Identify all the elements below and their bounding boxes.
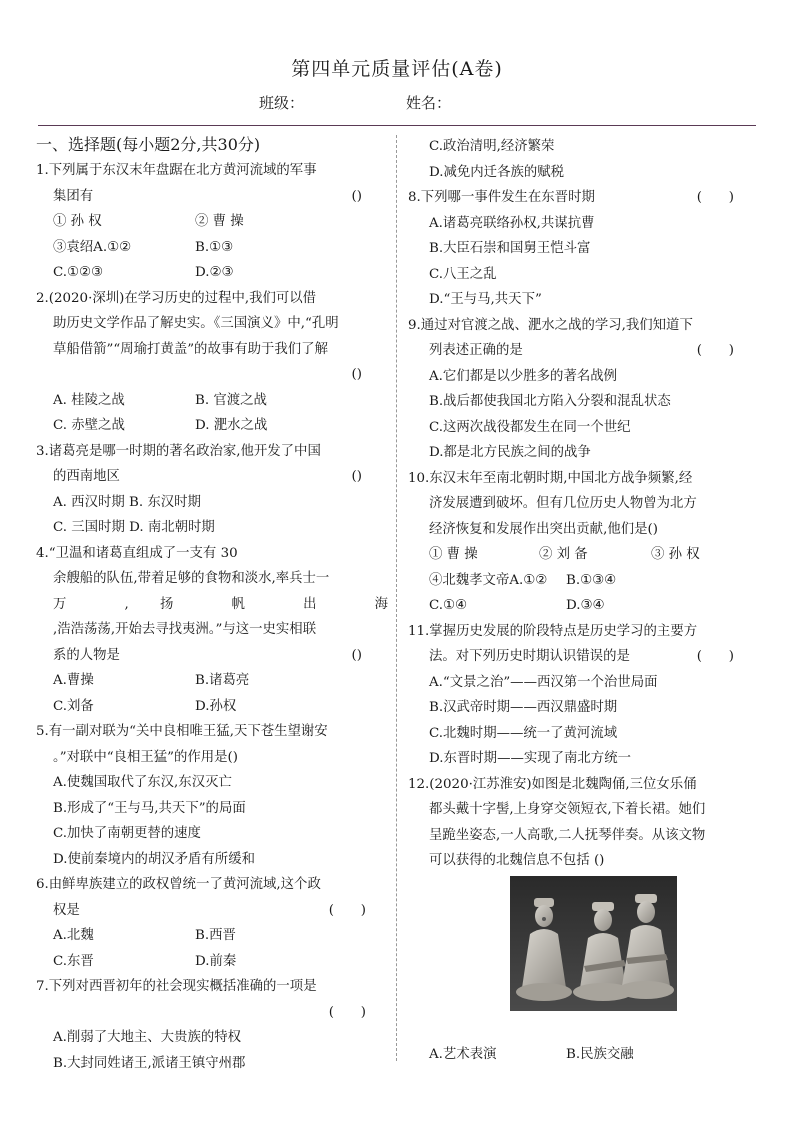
option: D.③④ <box>566 598 605 613</box>
option: C.刘备 <box>53 698 94 714</box>
question-1-items <box>36 209 388 235</box>
item: ② 曹 操 <box>195 214 244 229</box>
question-8-option: C.八王之乱 <box>429 266 497 282</box>
question-7-option: D.减免内迁各族的赋税 <box>429 164 565 180</box>
question-11-option: D.东晋时期——实现了南北方统一 <box>429 751 631 766</box>
question-3-stem: 3.诸葛亮是哪一时期的著名政治家,他开发了中国 <box>36 443 321 459</box>
answer-bracket: () <box>351 367 362 382</box>
question-10-stem-cont: 经济恢复和发展作出突出贡献,他们是() <box>429 521 658 537</box>
question-4-stem-cont: 余艘船的队伍,带着足够的食物和淡水,率兵士一 <box>53 571 330 586</box>
question-7-option: A.削弱了大地主、大贵族的特权 <box>53 1030 242 1045</box>
question-6-options <box>36 923 388 949</box>
question-1-stem-cont <box>36 184 388 210</box>
question-10-stem: 10.东汉末年至南北朝时期,中国北方战争频繁,经 <box>408 470 693 486</box>
option: ④北魏孝文帝A.①② <box>429 572 548 588</box>
option: A.艺术表演 <box>429 1047 497 1062</box>
question-12-stem-cont: 可以获得的北魏信息不包括 () <box>429 853 605 868</box>
question-5-stem-cont: 。”对联中“良相王猛”的作用是() <box>53 749 238 765</box>
question-6-stem: 6.由鲜卑族建立的政权曾统一了黄河流域,这个政 <box>36 877 321 892</box>
question-9-option: A.它们都是以少胜多的著名战例 <box>429 368 618 384</box>
question-2-stem: 2.(2020·深圳)在学习历史的过程中,我们可以借 <box>36 290 317 306</box>
option: B.①③④ <box>566 572 617 588</box>
item: ① 孙 权 <box>53 214 102 229</box>
question-10-stem-cont: 济发展遭到破坏。但有几位历史人物曾为北方 <box>429 496 697 511</box>
class-label: 班级： <box>259 94 305 112</box>
answer-bracket: ( ) <box>696 190 734 205</box>
question-7-stem: 7.下列对西晋初年的社会现实概括准确的一项是 <box>36 979 317 994</box>
question-8-option: B.大臣石崇和国舅王恺斗富 <box>429 241 591 256</box>
option: B.诸葛亮 <box>195 673 250 688</box>
option: B.西晋 <box>195 928 236 943</box>
question-10-options <box>408 593 756 619</box>
text: 集团有 <box>53 188 94 204</box>
question-1-options <box>36 235 388 261</box>
question-5-option: A.使魏国取代了东汉,东汉灭亡 <box>53 775 232 790</box>
column-divider <box>396 135 397 1061</box>
answer-bracket: () <box>351 469 362 484</box>
question-8-stem <box>408 185 756 211</box>
option: A. 桂陵之战 <box>53 392 125 408</box>
question-9-stem: 9.通过对官渡之战、淝水之战的学习,我们知道下 <box>408 317 693 333</box>
section-heading: 一、选择题(每小题2分,共30分) <box>36 135 261 154</box>
question-5-option: B.形成了“王与马,共天下”的局面 <box>53 800 246 816</box>
question-3-stem-cont <box>36 464 388 490</box>
question-12-stem-cont: 都头戴十字髻,上身穿交领短衣,下着长裙。她们 <box>429 802 706 817</box>
item: ③ 孙 权 <box>651 547 700 562</box>
option: D.前秦 <box>195 953 237 969</box>
answer-bracket: ( ) <box>328 1004 366 1020</box>
option: B. 官渡之战 <box>195 392 267 408</box>
text: 权是 <box>53 902 80 918</box>
option: D.孙权 <box>195 698 237 714</box>
name-label: 姓名： <box>406 94 452 112</box>
question-1-stem: 1.下列属于东汉末年盘踞在北方黄河流域的军事 <box>36 163 317 178</box>
item: ① 曹 操 <box>429 547 478 562</box>
question-8-option: A.诸葛亮联络孙权,共谋抗曹 <box>429 215 595 231</box>
answer-bracket: () <box>351 647 362 663</box>
question-5-option: D.使前秦境内的胡汉矛盾有所缓和 <box>53 851 255 867</box>
text: 8.下列哪一事件发生在东晋时期 <box>408 190 595 205</box>
question-2-bracket-line <box>36 362 388 388</box>
figurines-photo <box>510 876 677 1011</box>
header-rule <box>38 125 756 126</box>
option: C.①②③ <box>53 265 104 280</box>
text: 法。对下列历史时期认识错误的是 <box>429 649 630 664</box>
option: A.北魏 <box>53 928 94 943</box>
question-4-stem-cont: 万 , 扬 帆 出 海 <box>53 596 388 612</box>
text: 的西南地区 <box>53 469 120 484</box>
question-4-options <box>36 668 388 694</box>
question-7-option: C.政治清明,经济繁荣 <box>429 139 555 154</box>
option: C.东晋 <box>53 953 94 969</box>
question-6-options <box>36 949 388 975</box>
question-4-options <box>36 694 388 720</box>
option: C.①④ <box>429 598 468 613</box>
page-title: 第四单元质量评估(A卷) <box>291 58 503 80</box>
question-12-options <box>429 1042 634 1068</box>
question-5-stem: 5.有一副对联为“关中良相唯王猛,天下苍生望谢安 <box>36 724 328 739</box>
question-12-stem-cont: 呈跪坐姿态,一人高歌,二人抚琴伴奏。从该文物 <box>429 827 706 843</box>
question-6-stem-cont <box>36 898 388 924</box>
question-11-option: B.汉武帝时期——西汉鼎盛时期 <box>429 700 618 715</box>
text: 列表述正确的是 <box>429 343 523 358</box>
question-10-options <box>408 568 756 594</box>
text: 系的人物是 <box>53 647 120 663</box>
question-9-option: C.这两次战役都发生在同一个世纪 <box>429 419 631 435</box>
left-column <box>36 134 388 1076</box>
option: B.民族交融 <box>566 1047 634 1062</box>
question-9-option: B.战后都使我国北方陷入分裂和混乱状态 <box>429 394 671 409</box>
question-1-options <box>36 260 388 286</box>
option: A.曹操 <box>53 673 94 688</box>
option: ③袁绍A.①② <box>53 239 132 255</box>
question-3-options: A. 西汉时期 B. 东汉时期 <box>53 494 201 510</box>
question-7-option: B.大封同姓诸王,派诸王镇守州郡 <box>53 1055 246 1071</box>
item: ② 刘 备 <box>539 547 588 562</box>
answer-bracket: ( ) <box>696 343 734 358</box>
question-9-stem-cont <box>408 338 756 364</box>
question-5-option: C.加快了南朝更替的速度 <box>53 826 201 841</box>
option: D.②③ <box>195 265 234 280</box>
option: B.①③ <box>195 239 234 255</box>
question-4-stem: 4.“卫温和诸葛直组成了一支有 30 <box>36 545 238 561</box>
question-4-stem-cont <box>36 643 388 669</box>
question-3-options: C. 三国时期 D. 南北朝时期 <box>53 520 215 535</box>
question-2-options <box>36 413 388 439</box>
question-12-stem: 12.(2020·江苏淮安)如图是北魏陶俑,三位女乐俑 <box>408 776 697 792</box>
answer-bracket: ( ) <box>696 649 734 664</box>
answer-bracket: ( ) <box>328 902 366 918</box>
question-7-bracket-line <box>36 1000 388 1026</box>
question-11-stem-cont <box>408 644 756 670</box>
question-11-stem: 11.掌握历史发展的阶段特点是历史学习的主要方 <box>408 623 698 639</box>
answer-bracket: () <box>351 188 362 204</box>
question-2-stem-cont: 助历史文学作品了解史实。《三国演义》中,“孔明 <box>53 316 339 331</box>
option: C. 赤壁之战 <box>53 418 125 433</box>
question-10-items <box>408 542 756 568</box>
question-11-option: C.北魏时期——统一了黄河流域 <box>429 725 618 741</box>
question-8-option: D.“王与马,共天下” <box>429 292 542 307</box>
option: D. 淝水之战 <box>195 418 268 433</box>
question-2-options <box>36 388 388 414</box>
right-column <box>408 134 756 874</box>
question-11-option: A.“文景之治”——西汉第一个治世局面 <box>429 674 658 690</box>
question-4-stem-cont: ,浩浩荡荡,开始去寻找夷洲。”与这一史实相联 <box>53 622 317 637</box>
question-9-option: D.都是北方民族之间的战争 <box>429 445 591 460</box>
question-2-stem-cont: 草船借箭”“周瑜打黄盖”的故事有助于我们了解 <box>53 341 328 357</box>
